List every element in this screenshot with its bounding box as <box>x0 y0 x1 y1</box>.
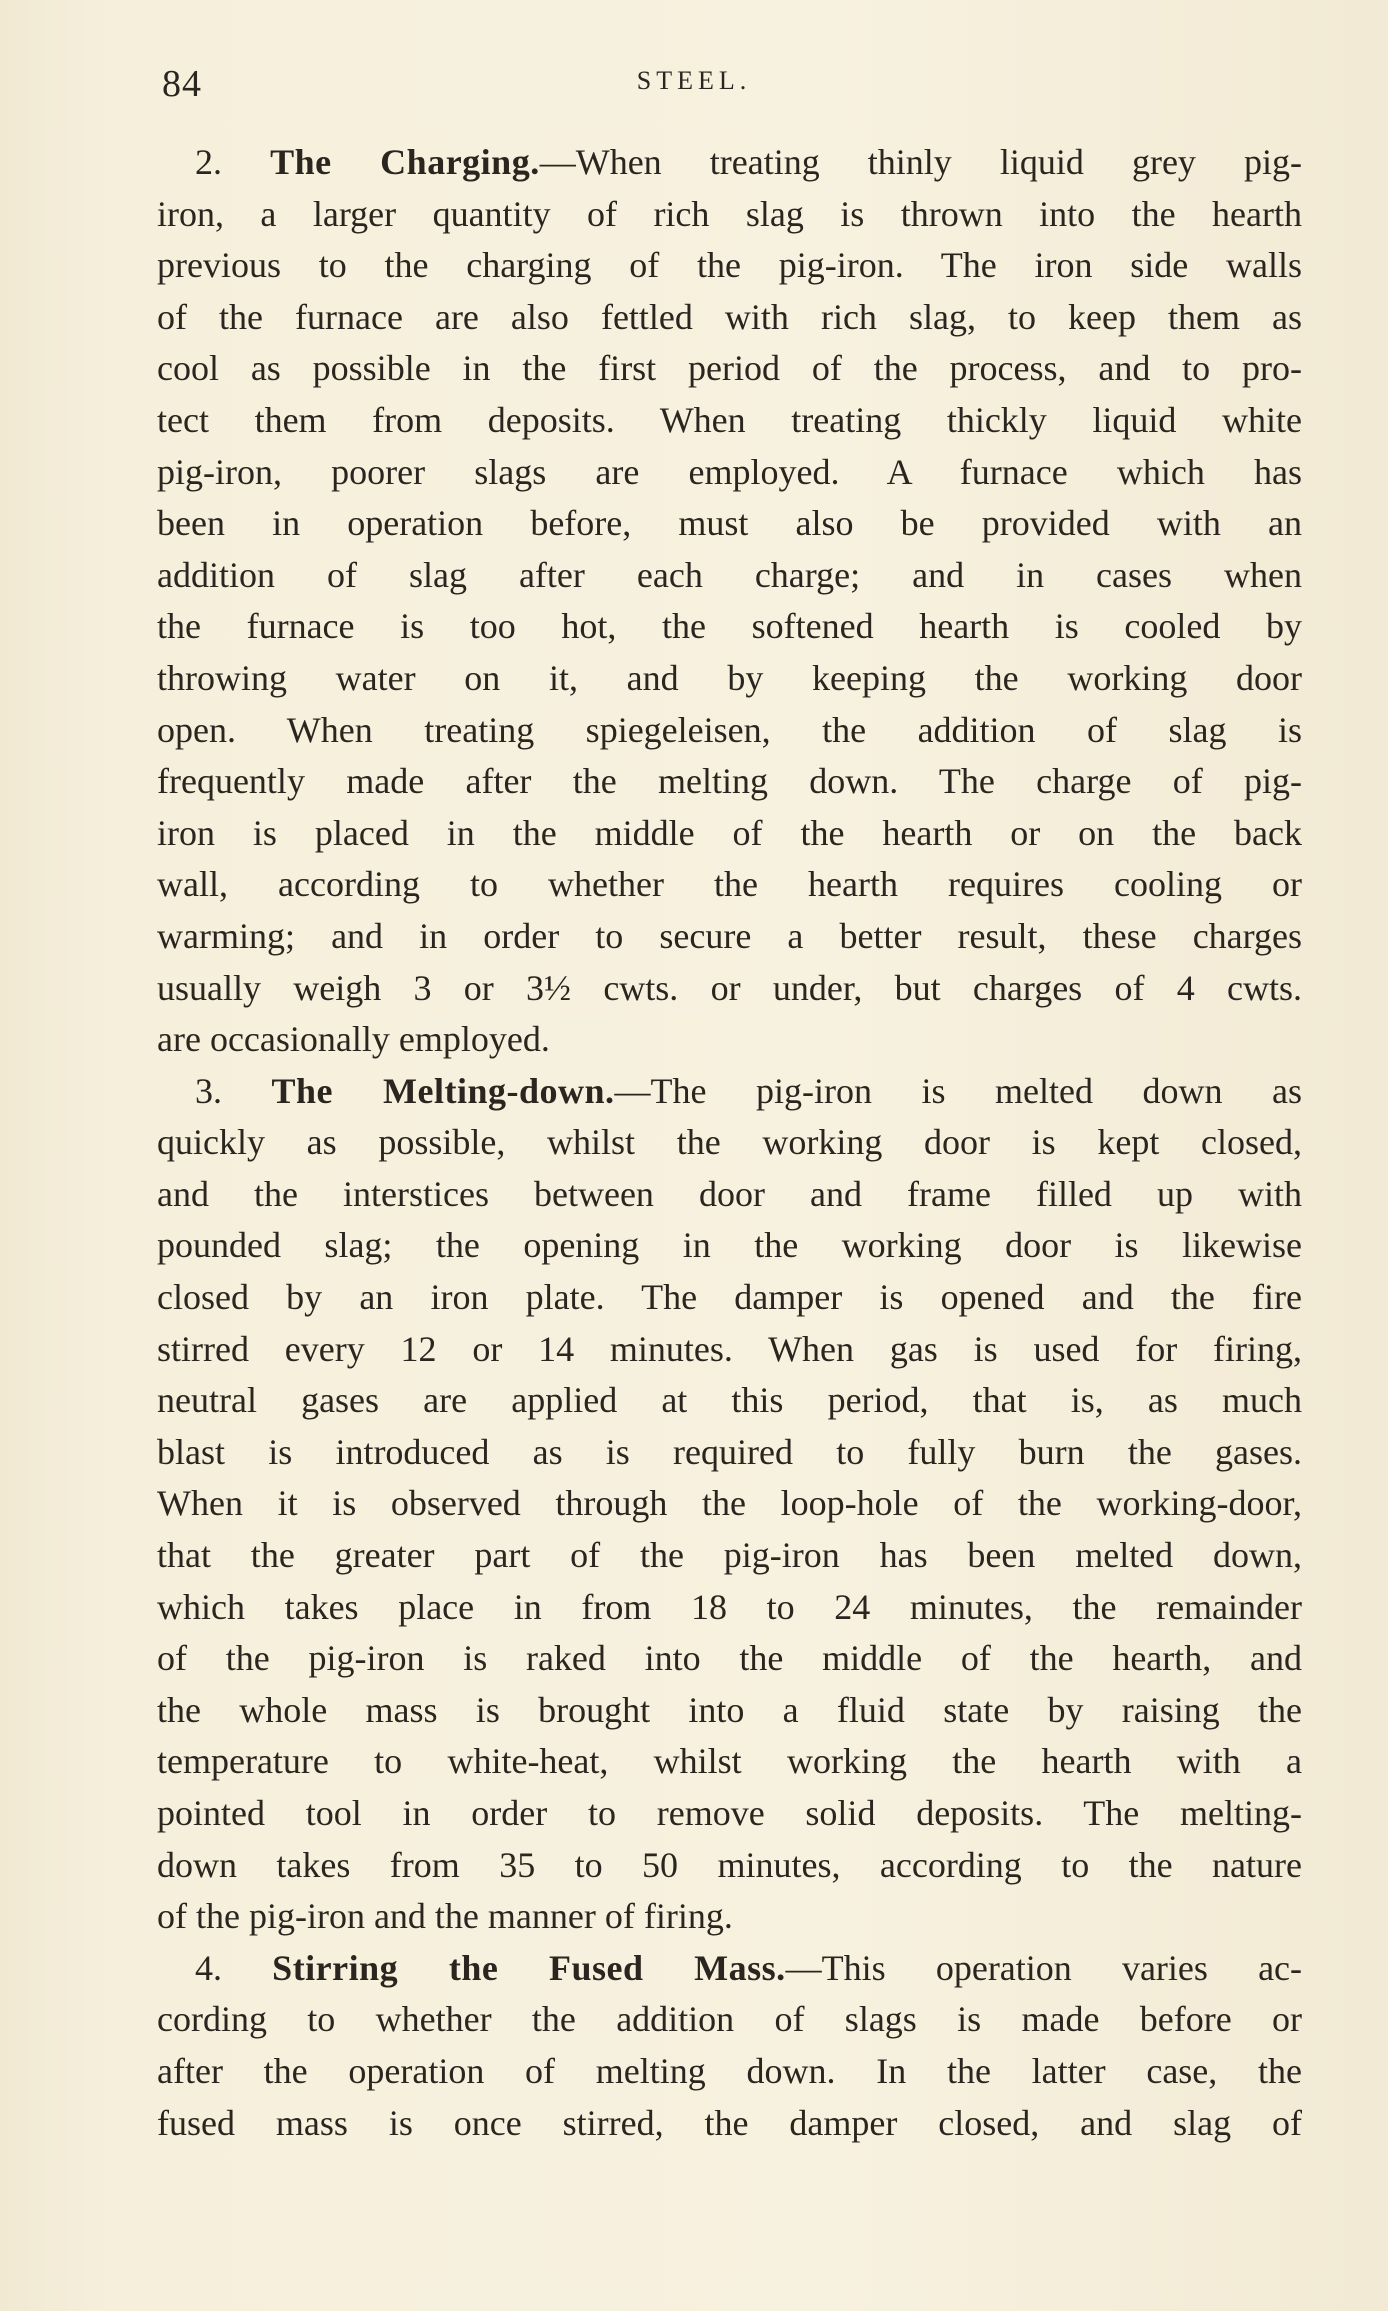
text-line: after the operation of melting down. In the latter case, the <box>157 2050 1302 2091</box>
text-line: of the furnace are also fettled with rich slag, to keep them as <box>157 296 1302 337</box>
section-4-line-1: 4. Stirring the Fused Mass.—This operation varies ac- <box>195 1947 1303 1988</box>
text-line: that the greater part of the pig-iron has been melted down, <box>157 1535 1302 1576</box>
text-line: are occasionally employed. <box>157 1019 550 1060</box>
section-3-heading: The Melting-down. <box>271 1070 615 1111</box>
text-line: wall, according to whether the hearth requires cooling or <box>157 864 1302 905</box>
text-line: the whole mass is brought into a fluid state by raising the <box>157 1689 1302 1730</box>
text-line: throwing water on it, and by keeping the working door <box>157 657 1302 698</box>
section-4-heading: Stirring the Fused Mass. <box>272 1947 786 1988</box>
text-line: neutral gases are applied at this period, that is, as much <box>157 1380 1302 1421</box>
section-3-number: 3. <box>195 1070 222 1111</box>
running-head: STEEL. <box>636 66 752 95</box>
text-line: down takes from 35 to 50 minutes, according to the nature <box>157 1844 1302 1885</box>
section-2-line-1: 2. The Charging.—When treating thinly liquid grey pig- <box>195 142 1302 182</box>
page-number: 84 <box>162 63 202 105</box>
text-line: pig-iron, poorer slags are employed. A furnace which has <box>157 451 1302 492</box>
text-line: of the pig-iron and the manner of firing. <box>157 1896 733 1937</box>
text-line: been in operation before, must also be provided with an <box>157 503 1302 544</box>
text-line: cording to whether the addition of slags is made before or <box>157 1999 1302 2040</box>
text-line: fused mass is once stirred, the damper closed, and slag of <box>157 2102 1302 2143</box>
section-2-heading: The Charging. <box>270 142 540 182</box>
text-line: closed by an iron plate. The damper is opened and the fire <box>157 1277 1302 1318</box>
text-line: iron, a larger quantity of rich slag is thrown into the hearth <box>157 193 1302 234</box>
section-2-number: 2. <box>195 142 222 182</box>
text-line: the furnace is too hot, the softened hearth is cooled by <box>157 606 1302 647</box>
text-line: of the pig-iron is raked into the middle of the hearth, and <box>157 1638 1302 1679</box>
text-line: frequently made after the melting down. The charge of pig- <box>157 761 1302 802</box>
text-line: iron is placed in the middle of the hearth or on the back <box>157 812 1302 853</box>
text-line: tect them from deposits. When treating thickly liquid white <box>157 399 1302 440</box>
text-line: stirred every 12 or 14 minutes. When gas is used for firing, <box>157 1328 1302 1369</box>
text-line: and the interstices between door and frame filled up with <box>157 1173 1302 1214</box>
text-line: usually weigh 3 or 3½ cwts. or under, but charges of 4 cwts. <box>157 967 1302 1008</box>
text-line: blast is introduced as is required to fully burn the gases. <box>157 1431 1302 1472</box>
text-line: previous to the charging of the pig-iron. The iron side walls <box>157 245 1302 286</box>
text-line: pounded slag; the opening in the working door is likewise <box>157 1225 1302 1266</box>
text-line: addition of slag after each charge; and in cases when <box>157 554 1302 595</box>
text-line: temperature to white-heat, whilst working the hearth with a <box>157 1741 1302 1782</box>
text-line: open. When treating spiegeleisen, the addition of slag is <box>157 709 1302 750</box>
text-line: warming; and in order to secure a better result, these charges <box>157 915 1302 956</box>
text-line: When it is observed through the loop-hole of the working-door, <box>157 1483 1302 1524</box>
text-line: pointed tool in order to remove solid deposits. The melting- <box>157 1793 1302 1833</box>
section-4-number: 4. <box>195 1947 222 1988</box>
text-line: quickly as possible, whilst the working door is kept closed, <box>157 1122 1302 1163</box>
section-3-line-1: 3. The Melting-down.—The pig-iron is melted down as <box>195 1070 1303 1111</box>
text-line: cool as possible in the first period of the process, and to pro- <box>157 348 1302 389</box>
body-text <box>157 137 1302 2149</box>
text-line: which takes place in from 18 to 24 minutes, the remainder <box>157 1586 1302 1627</box>
